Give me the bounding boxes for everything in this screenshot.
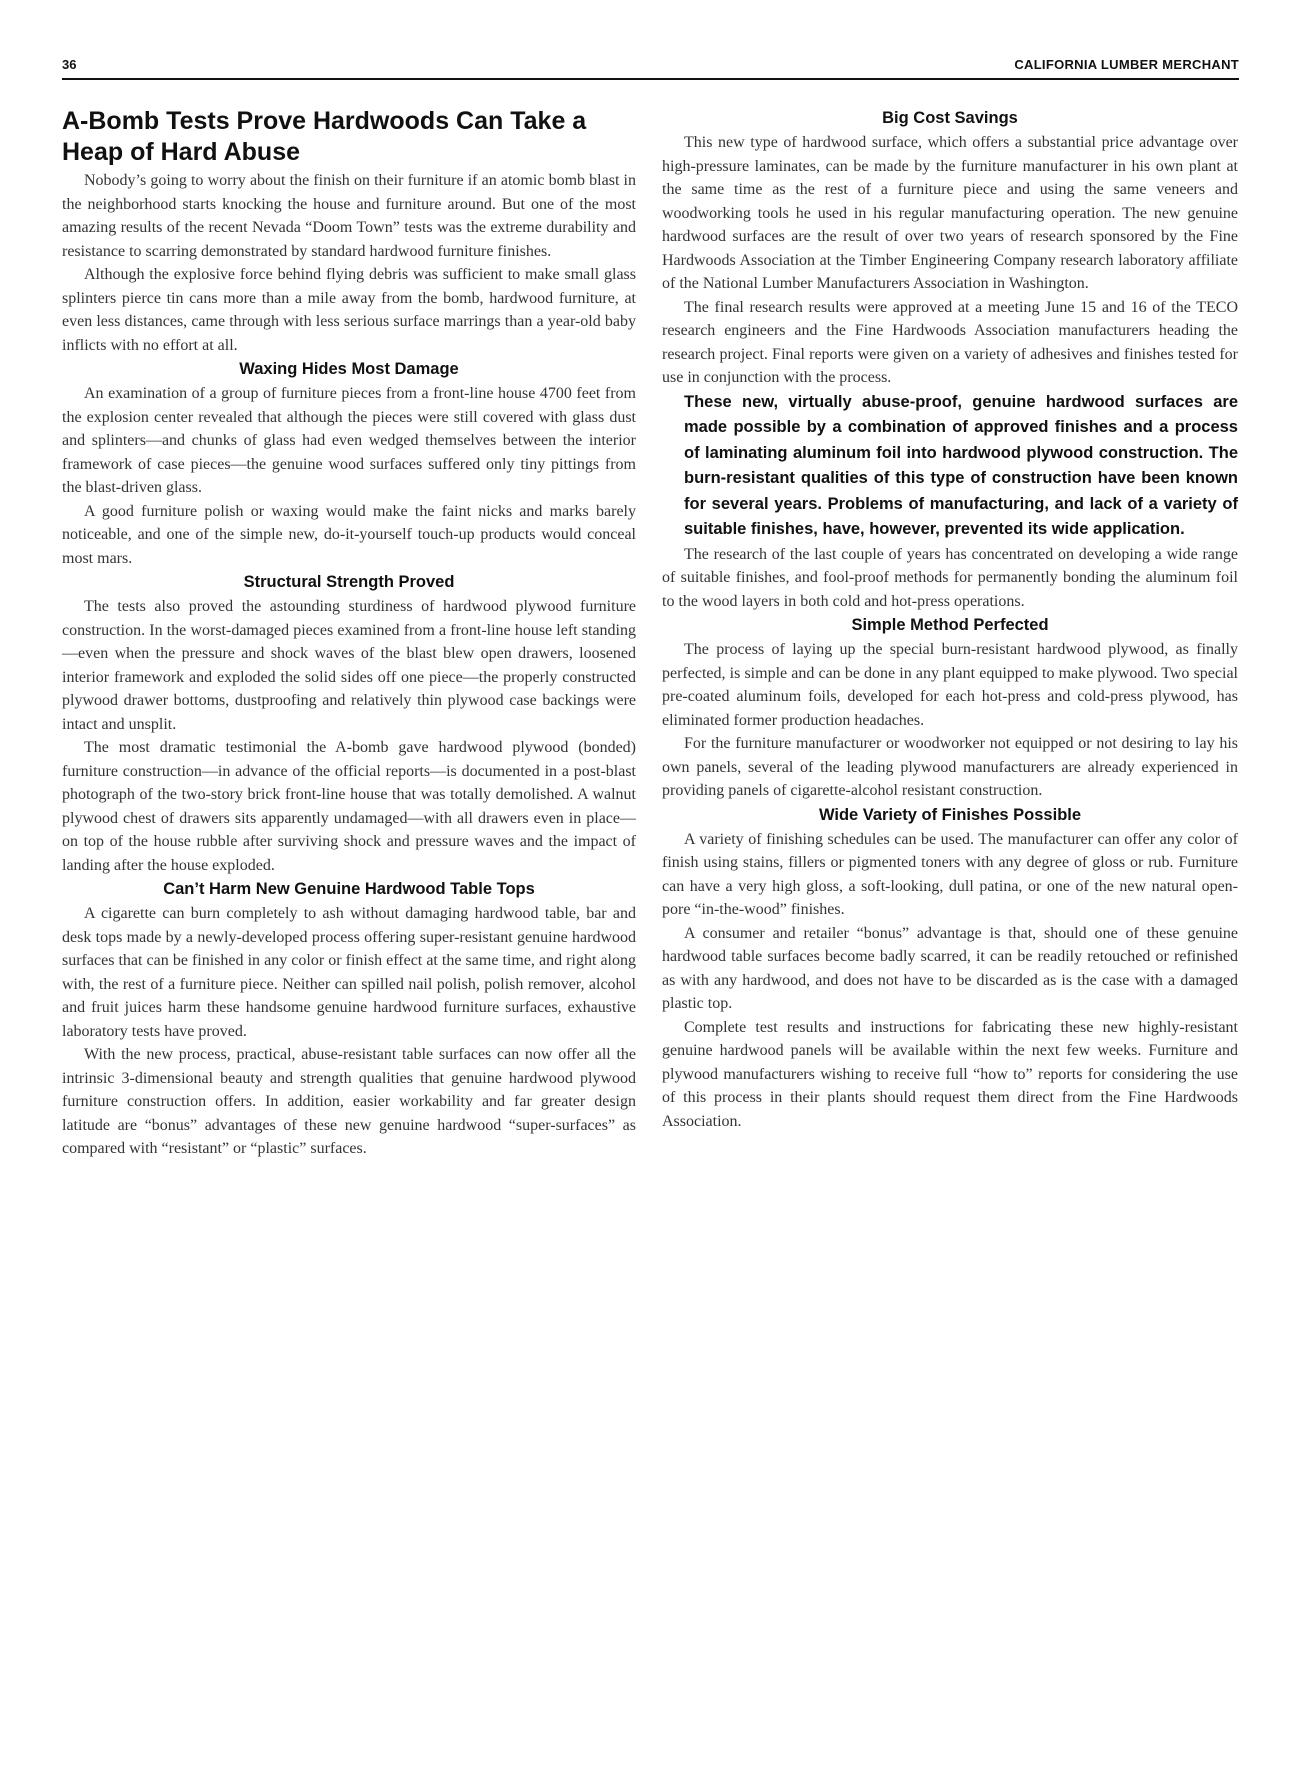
- paragraph: The most dramatic testimonial the A-bomb gave hardwood plywood (bonded) furniture construction—in advance of the official reports—is documented in a post-blast photograph of the two-story brick front-line house that was totally demolished. A walnut plywood chest of drawers sits apparently undamaged—with all drawers even in place—on top of the house rubble after surviving shock and pressure waves and the impact of landing after the house exploded.: [62, 739, 636, 874]
- section-subhead: Waxing Hides Most Damage: [239, 360, 459, 378]
- section-subhead: Can’t Harm New Genuine Hardwood Table Tops: [163, 880, 535, 898]
- paragraph: Complete test results and instructions for fabricating these new highly-resistant genuine hardwood panels will be available within the next few weeks. Furniture and plywood manufacturers wishing to receive full “how to” reports for considering the use of this process in their plants should request them direct from the Fine Hardwoods Association.: [662, 1018, 1238, 1130]
- publication-title: CALIFORNIA LUMBER MERCHANT: [1014, 57, 1239, 72]
- paragraph: A variety of finishing schedules can be used. The manufacturer can offer any color of finish using stains, fillers or pigmented toners with any degree of gloss or rub. Furniture can have a very high gloss, a soft-looking, dull patina, or one of the new natural open-pore “in-the-wood” finishes.: [662, 830, 1238, 918]
- section-subhead: Structural Strength Proved: [243, 573, 455, 591]
- right-column: [662, 106, 1238, 1133]
- paragraph: The process of laying up the special burn-resistant hardwood plywood, as finally perfected, is simple and can be done in any plant equipped to make plywood. Two special pre-coated aluminum foils, developed for each hot-press and cold-press plywood, has eliminated former production headaches.: [662, 641, 1238, 729]
- section-subhead: Wide Variety of Finishes Possible: [818, 805, 1082, 824]
- paragraph: This new type of hardwood surface, which offers a substantial price advantage over high-pressure laminates, can be made by the furniture manufacturer in his own plant at the same time as the rest of a furniture piece and using the same veneers and woodworking tools he used in his regular manufacturing operation. The new genuine hardwood surfaces are the result of over two years of research sponsored by the Fine Hardwoods Association at the Timber Engineering Company research laboratory affiliate of the National Lumber Manufacturers Association in Washington.: [662, 134, 1238, 292]
- section-subhead: Big Cost Savings: [882, 109, 1018, 127]
- paragraph: A consumer and retailer “bonus” advantage is that, should one of these genuine hardwood table surfaces become badly scarred, it can be readily retouched or refinished as with any hardwood, and does not have to be discarded as is the case with a damaged plastic top.: [662, 924, 1238, 1012]
- paragraph: Although the explosive force behind flying debris was sufficient to make small glass splinters pierce tin cans more than a mile away from the bomb, hardwood furniture, at even less distances, came through with less serious surface marrings than a year-old baby inflicts with no effort at all.: [62, 266, 636, 354]
- paragraph: An examination of a group of furniture pieces from a front-line house 4700 feet from the explosion center revealed that although the pieces were still covered with glass dust and splinters—and chunks of glass had even wedged themselves between the interior framework of case pieces—the genuine wood surfaces suffered only tiny pittings from the blast-driven glass.: [62, 385, 636, 496]
- section-subhead: Simple Method Perfected: [851, 616, 1049, 634]
- paragraph: The research of the last couple of years has concentrated on developing a wide range of suitable finishes, and fool-proof methods for permanently bonding the aluminum foil to the wood layers in both cold and hot-press operations.: [662, 545, 1238, 610]
- paragraph: For the furniture manufacturer or woodworker not equipped or not desiring to lay his own panels, several of the leading plywood manufacturers are already experienced in providing panels of cigarette-alcohol resistant construction.: [662, 735, 1238, 799]
- article-headline: A-Bomb Tests Prove Hardwoods Can Take a Heap of Hard Abuse: [62, 107, 587, 166]
- page-number: 36: [62, 57, 77, 72]
- left-column: [62, 106, 636, 1161]
- paragraph: Nobody’s going to worry about the finish on their furniture if an atomic bomb blast in the neighborhood starts knocking the house and furniture around. But one of the most amazing results of the recent Nevada “Doom Town” tests was the extreme durability and resistance to scarring demonstrated by standard hardwood furniture finishes.: [62, 172, 636, 260]
- header-rule: [62, 78, 1239, 80]
- paragraph: A cigarette can burn completely to ash without damaging hardwood table, bar and desk tops made by a newly-developed process offering super-resistant genuine hardwood surfaces that can be finished in any color or finish effect at the same time, and right along with, the rest of a furniture piece. Neither can spilled nail polish, polish remover, alcohol and fruit juices harm these handsome genuine hardwood furniture surfaces, exhaustive laboratory tests have proved.: [62, 905, 636, 1040]
- paragraph: The final research results were approved at a meeting June 15 and 16 of the TECO research engineers and the Fine Hardwoods Association manufacturers heading the research project. Final reports were given on a variety of adhesives and finishes tested for use in conjunction with the process.: [662, 298, 1238, 386]
- bold-callout-paragraph: These new, virtually abuse-proof, genuine hardwood surfaces are made possible by a combination of approved finishes and a process of laminating aluminum foil into hardwood plywood construction. The burn-resistant qualities of this type of construction have been known for several years. Problems of manufacturing, and lack of a variety of suitable finishes, have, however, prevented its wide application.: [684, 392, 1238, 538]
- paragraph: The tests also proved the astounding sturdiness of hardwood plywood furniture construction. In the worst-damaged pieces examined from a front-line house left standing—even when the pressure and shock waves of the blast blew open drawers, loosened interior framework and exploded the solid sides off one piece—the properly constructed plywood drawer bottoms, dustproofing and relatively thin plywood case backings were intact and unsplit.: [62, 598, 636, 733]
- paragraph: A good furniture polish or waxing would make the faint nicks and marks barely noticeable, and one of the simple new, do-it-yourself touch-up products would conceal most mars.: [62, 502, 636, 567]
- paragraph: With the new process, practical, abuse-resistant table surfaces can now offer all the intrinsic 3-dimensional beauty and strength qualities that genuine hardwood plywood furniture construction offers. In addition, easier workability and far greater design latitude are “bonus” advantages of these new genuine hardwood “super-surfaces” as compared with “resistant” or “plastic” surfaces.: [62, 1046, 636, 1157]
